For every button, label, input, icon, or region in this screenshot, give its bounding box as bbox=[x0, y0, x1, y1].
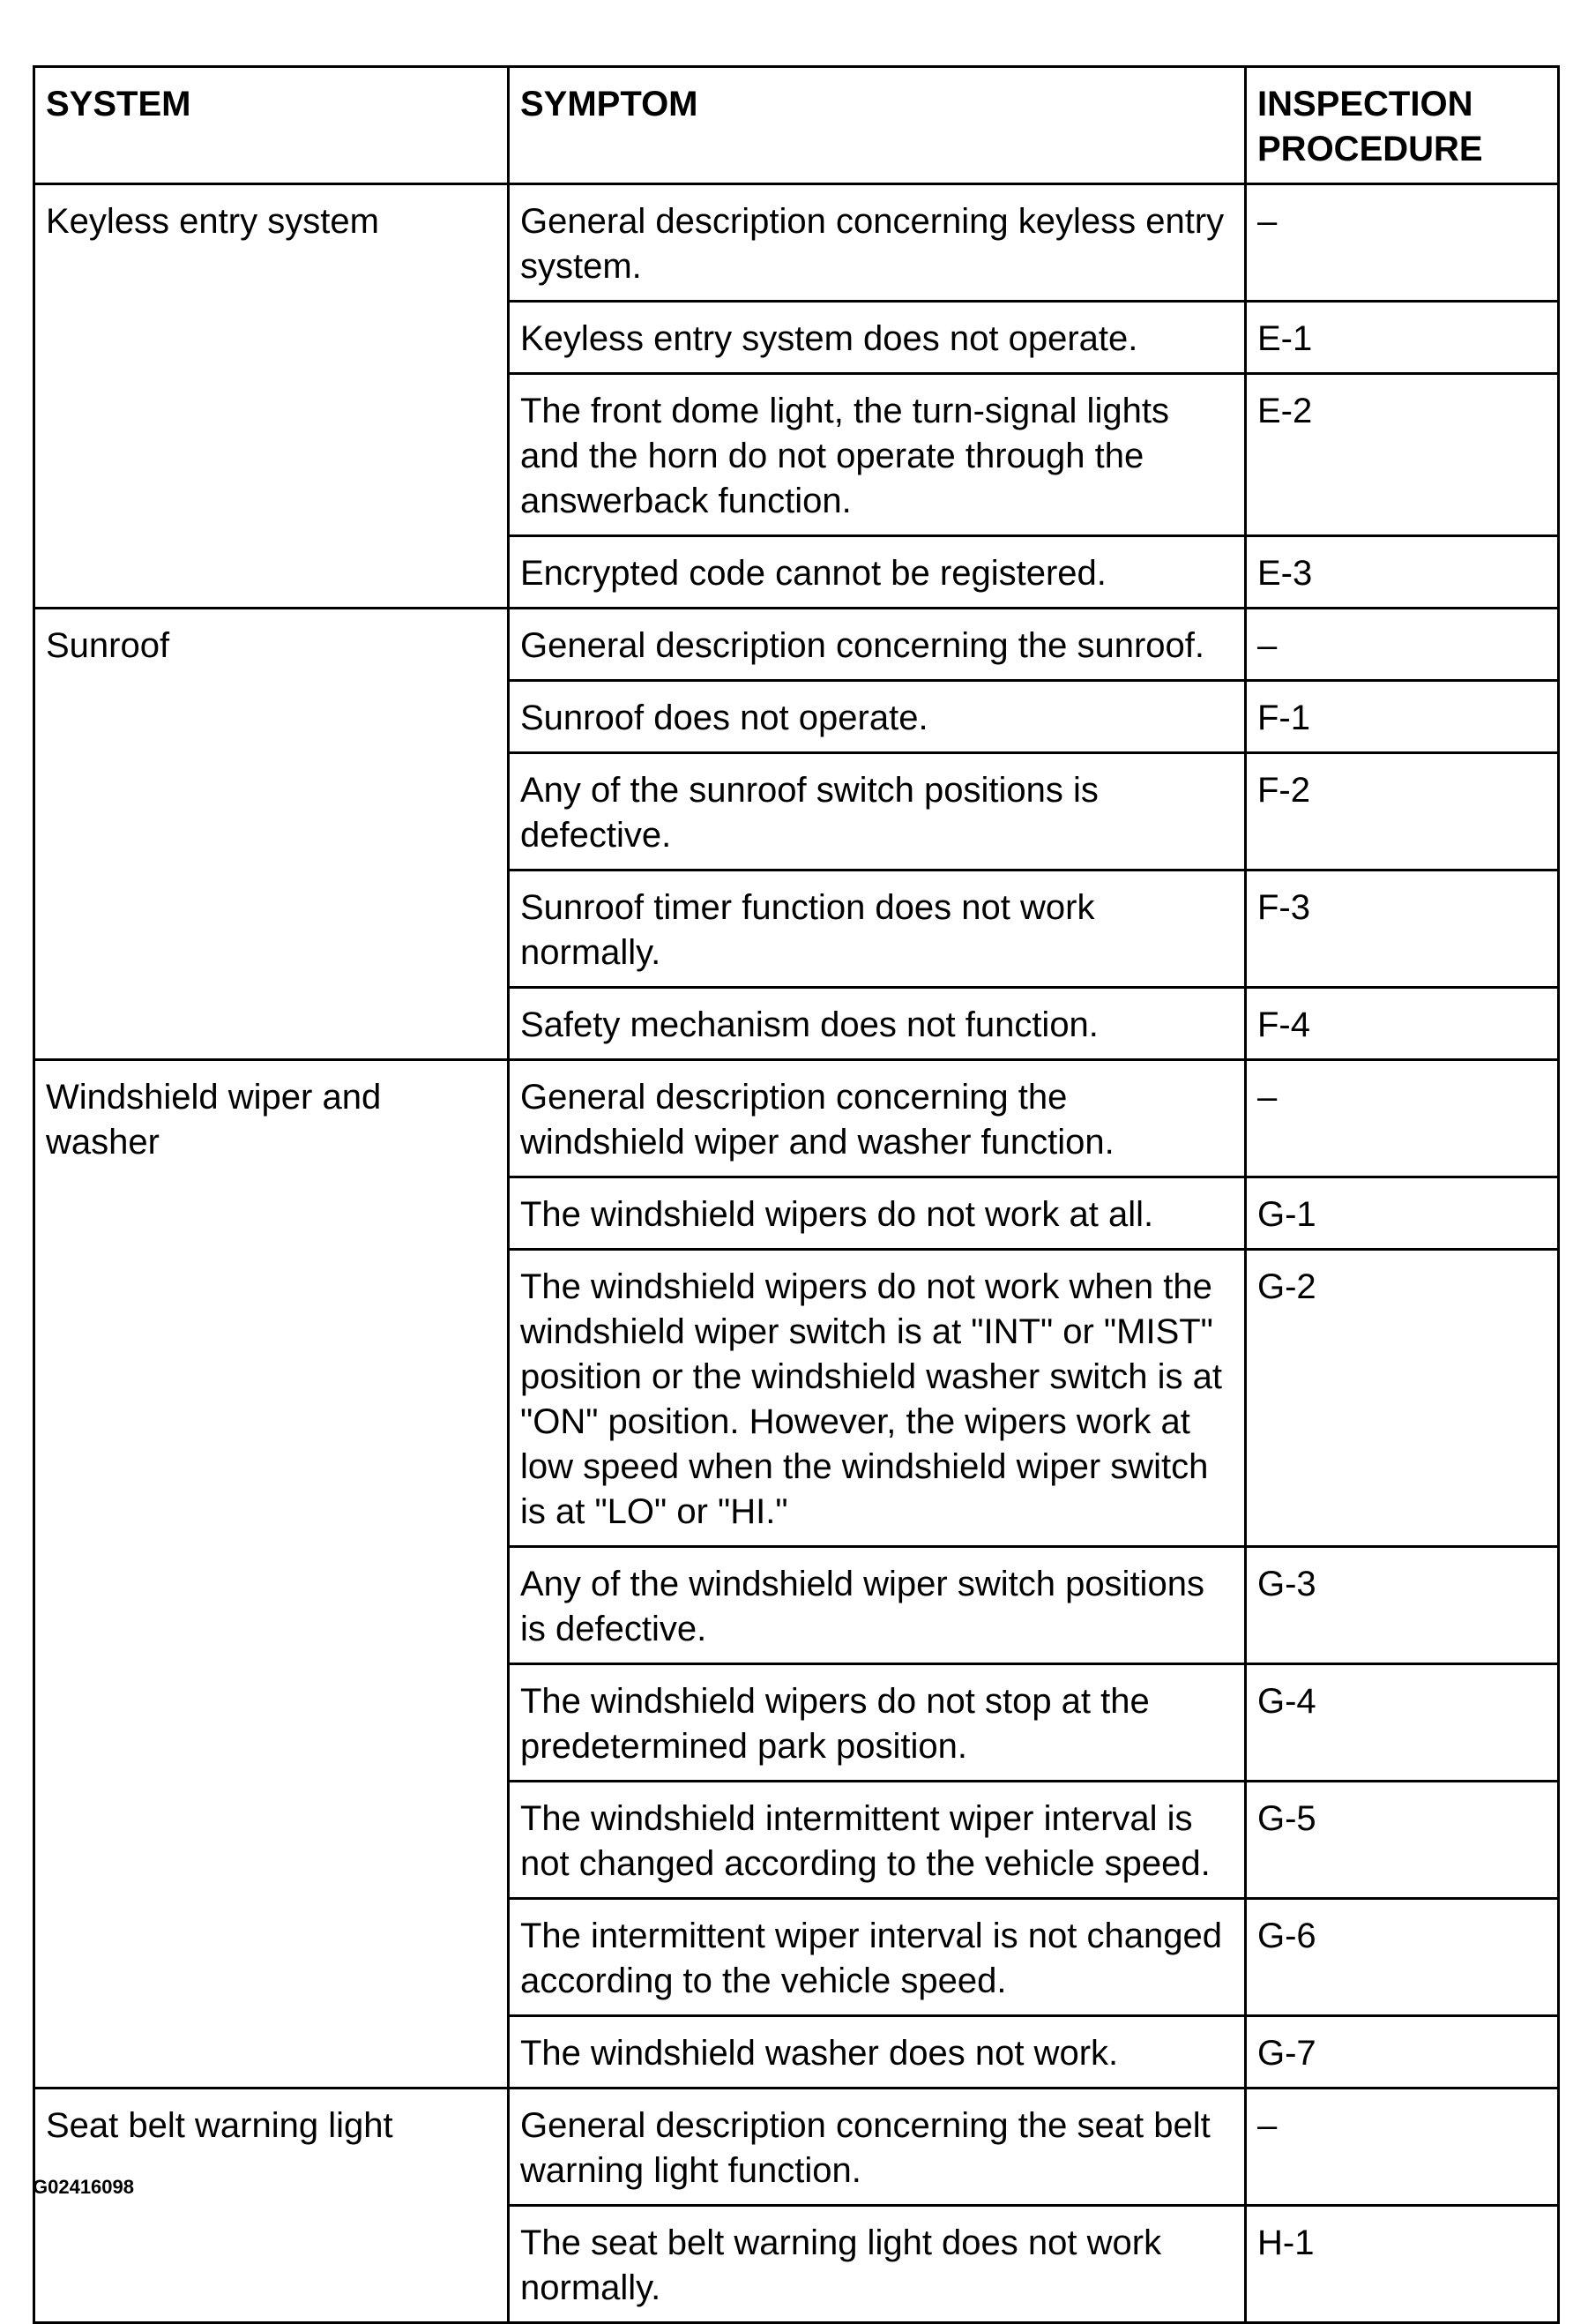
procedure-cell: F-4 bbox=[1246, 988, 1559, 1060]
symptom-cell: Safety mechanism does not function. bbox=[509, 988, 1246, 1060]
header-symptom: SYMPTOM bbox=[509, 67, 1246, 184]
procedure-cell: G-1 bbox=[1246, 1177, 1559, 1250]
symptom-cell: General description concerning keyless entry system. bbox=[509, 184, 1246, 302]
procedure-cell: – bbox=[1246, 2089, 1559, 2206]
symptom-cell: The intermittent wiper interval is not changed according to the vehicle speed. bbox=[509, 1899, 1246, 2016]
procedure-cell: F-1 bbox=[1246, 681, 1559, 753]
procedure-cell: – bbox=[1246, 609, 1559, 681]
procedure-cell: G-5 bbox=[1246, 1782, 1559, 1899]
procedure-cell: G-4 bbox=[1246, 1664, 1559, 1782]
symptom-cell: General description concerning the windshield wiper and washer function. bbox=[509, 1060, 1246, 1177]
procedure-cell: E-1 bbox=[1246, 302, 1559, 374]
system-cell: Seat belt warning light bbox=[34, 2089, 509, 2323]
symptom-cell: The windshield wipers do not stop at the predetermined park position. bbox=[509, 1664, 1246, 1782]
symptom-cell: The windshield washer does not work. bbox=[509, 2016, 1246, 2089]
procedure-cell: H-1 bbox=[1246, 2206, 1559, 2323]
procedure-cell: – bbox=[1246, 1060, 1559, 1177]
procedure-cell: F-2 bbox=[1246, 753, 1559, 871]
procedure-cell: G-3 bbox=[1246, 1547, 1559, 1664]
header-procedure: INSPECTION PROCEDURE bbox=[1246, 67, 1559, 184]
symptom-cell: Any of the windshield wiper switch positions is defective. bbox=[509, 1547, 1246, 1664]
symptom-cell: Sunroof timer function does not work normally. bbox=[509, 871, 1246, 988]
symptom-cell: General description concerning the seat belt warning light function. bbox=[509, 2089, 1246, 2206]
procedure-cell: E-2 bbox=[1246, 374, 1559, 536]
system-cell: Windshield wiper and washer bbox=[34, 1060, 509, 2089]
table-row bbox=[34, 184, 1559, 302]
system-cell: Sunroof bbox=[34, 609, 509, 1060]
symptom-cell: Encrypted code cannot be registered. bbox=[509, 536, 1246, 609]
symptom-cell: The seat belt warning light does not work normally. bbox=[509, 2206, 1246, 2323]
symptom-cell: Keyless entry system does not operate. bbox=[509, 302, 1246, 374]
procedure-cell: G-2 bbox=[1246, 1250, 1559, 1547]
procedure-cell: F-3 bbox=[1246, 871, 1559, 988]
symptom-cell: General description concerning the sunroof. bbox=[509, 609, 1246, 681]
symptom-cell: The windshield wipers do not work when the windshield wiper switch is at "INT" or "MIST" position or the windshield washer switch is at "ON" position. However, the wipers work at low speed when the windshield wiper switch is at "LO" or "HI." bbox=[509, 1250, 1246, 1547]
symptom-cell: The windshield wipers do not work at all. bbox=[509, 1177, 1246, 1250]
procedure-cell: G-7 bbox=[1246, 2016, 1559, 2089]
procedure-cell: – bbox=[1246, 184, 1559, 302]
system-cell: Keyless entry system bbox=[34, 184, 509, 609]
symptom-cell: The windshield intermittent wiper interval is not changed according to the vehicle speed. bbox=[509, 1782, 1246, 1899]
symptom-cell: The front dome light, the turn-signal lights and the horn do not operate through the answerback function. bbox=[509, 374, 1246, 536]
table-row bbox=[34, 1060, 1559, 1177]
figure-id: G02416098 bbox=[33, 2176, 134, 2198]
symptom-table bbox=[33, 65, 1560, 2324]
procedure-cell: G-6 bbox=[1246, 1899, 1559, 2016]
table-row bbox=[34, 2089, 1559, 2206]
header-row bbox=[34, 67, 1559, 184]
table-row bbox=[34, 609, 1559, 681]
symptom-cell: Any of the sunroof switch positions is defective. bbox=[509, 753, 1246, 871]
symptom-cell: Sunroof does not operate. bbox=[509, 681, 1246, 753]
procedure-cell: E-3 bbox=[1246, 536, 1559, 609]
header-system: SYSTEM bbox=[34, 67, 509, 184]
